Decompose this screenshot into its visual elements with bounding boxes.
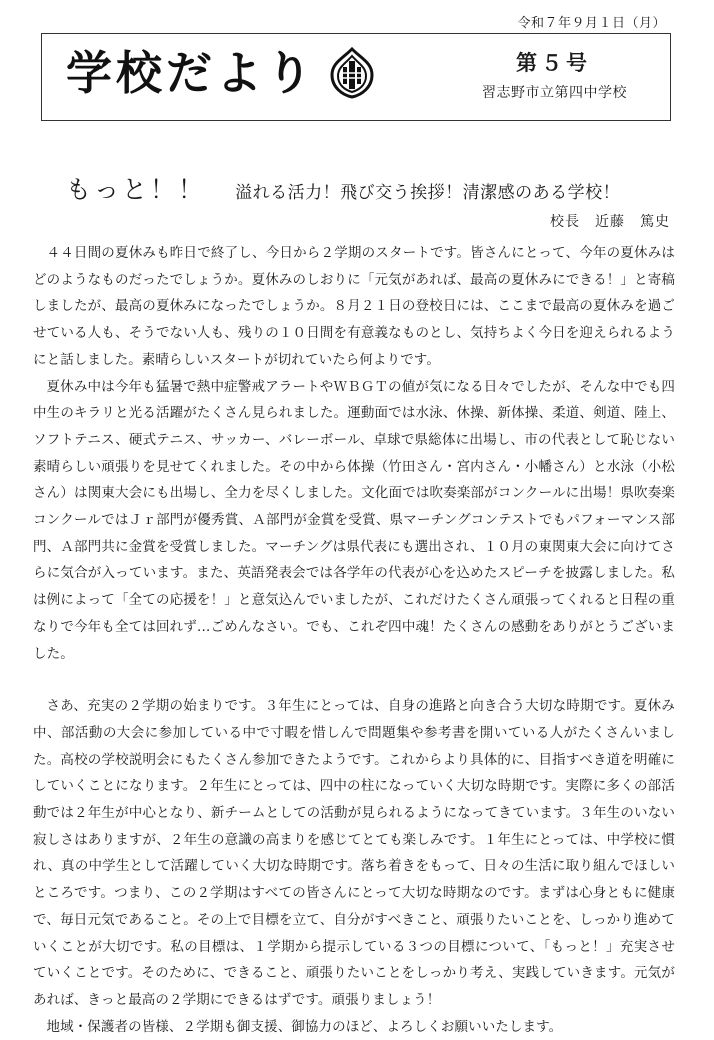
issue-number: 第５号 bbox=[516, 51, 591, 75]
newsletter-title: 学校だより bbox=[66, 46, 316, 100]
paragraph-summer-activities: 夏休み中は今年も猛暑で熱中症警戒アラートやＷＢＧＴの値が気になる日々でしたが、そんな中でも四中生のキラリと光る活躍がたくさん見られました。運動面では水泳、休操、新体操、柔道、剣道、陸上、ソフトテニス、硬式テニス、サッカー、バレーボール、卓球で県総体に出場し、市の代表として恥じない素晴らしい頑張りを見せてくれました。その中から体操（竹田さん・宮内さん・小幡さん）と水泳（小松さん）は関東大会にも出場し、全力を尽くしました。文化面では吹奏楽部がコンクールに出場！県吹奏楽コンクールではＪｒ部門が優秀賞、Ａ部門が金賞を受賞、県マーチングコンテストでもパフォーマンス部門、Ａ部門共に金賞を受賞しました。マーチングは県代表にも選出され、１０月の東関東大会に向けてさらに気合が入っています。また、英語発表会では各学年の代表が心を込めたスピーチを披露しました。私は例によって「全ての応援を！」と意気込んでいましたが、これだけたくさん頑張ってくれると日程の重なりで今年も全ては回れず…ごめんなさい。でも、これぞ四中魂！たくさんの感動をありがとうございました。 bbox=[33, 378, 675, 662]
school-name: 習志野市立第四中学校 bbox=[482, 85, 627, 101]
article-headline bbox=[66, 170, 620, 206]
principal-byline: 校長 近藤 篤史 bbox=[550, 214, 670, 230]
article-body bbox=[33, 240, 675, 1040]
paragraph-closing: 地域・保護者の皆様、２学期も御支援、御協力のほど、よろしくお願いいたします。 bbox=[46, 1018, 563, 1035]
headline-subtitle: 溢れる活力！飛び交う挨拶！清潔感のある学校！ bbox=[235, 183, 621, 203]
masthead-box bbox=[41, 33, 671, 121]
headline-main: もっと！！ bbox=[66, 175, 207, 204]
paragraph-second-term: さあ、充実の２学期の始まりです。３年生にとっては、自身の進路と向き合う大切な時期です。夏休み中、部活動の大会に参加している中で寸暇を惜しんで問題集や参考書を開いている人がたくさんいました。高校の学校説明会にもたくさん参加できたようです。これからより具体的に、目指すべき道を明確にしていくことになります。２年生にとっては、四中の柱になっていく大切な時期です。実際に多くの部活動では２年生が中心となり、新チームとしての活動が見られるようになってきています。３年生のいない寂しさはありますが、２年生の意識の高まりを感じてとても楽しみです。１年生にとっては、中学校に慣れ、真の中学生として活躍していく大切な時期です。落ち着きをもって、日々の生活に取り組んでほしいところです。つまり、この２学期はすべての皆さんにとって大切な時期なのです。まずは心身ともに健康で、毎日元気であること。その上で目標を立て、自分がすべきこと、頑張りたいことを、しっかり進めていくことが大切です。私の目標は、１学期から提示している３つの目標について、「もっと！」充実させていくことです。そのために、できること、頑張りたいことをしっかり考え、実践していきます。元気があれば、きっと最高の２学期にできるはずです。頑張りましょう！ bbox=[33, 698, 675, 1008]
issue-date: 令和７年９月１日（月） bbox=[517, 16, 666, 31]
school-crest-icon bbox=[328, 47, 376, 99]
paragraph-summer-intro: ４４日間の夏休みも昨日で終了し、今日から２学期のスタートです。皆さんにとって、今年の夏休みはどのようなものだったでしょうか。夏休みのしおりに「元気があれば、最高の夏休みにできる！」と寄稿しましたが、最高の夏休みになったでしょうか。８月２１日の登校日には、ここまで最高の夏休みを過ごせている人も、そうでない人も、残りの１０日間を有意義なものとし、気持ちよく今日を迎えられるようにと話しました。素晴らしいスタートが切れていたら何よりです。 bbox=[33, 245, 675, 368]
